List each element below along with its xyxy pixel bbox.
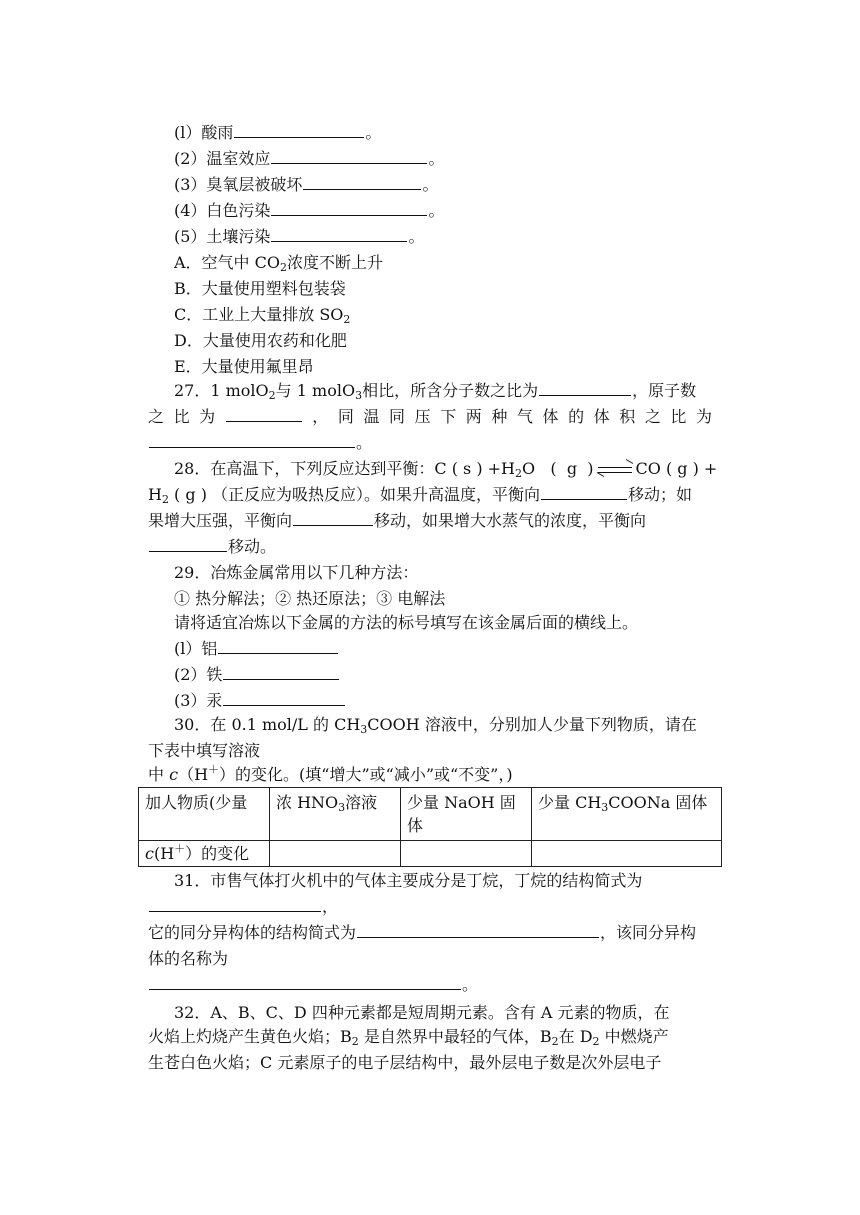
table-answer-cell[interactable] bbox=[401, 841, 532, 867]
q29-item-1: (l）铝 bbox=[174, 639, 339, 659]
answer-blank[interactable] bbox=[218, 639, 338, 654]
answer-blank[interactable] bbox=[149, 975, 461, 990]
equilibrium-arrow-icon bbox=[598, 463, 632, 477]
answer-blank[interactable] bbox=[223, 691, 345, 706]
q32-line-2: 火焰上灼烧产生黄色火焰；$B_2$ 是自然界中最轻的气体，$B_2$在 $D_2$ 中燃烧产 bbox=[148, 1027, 669, 1048]
answer-blank[interactable] bbox=[539, 381, 631, 396]
answer-blank[interactable] bbox=[149, 897, 321, 912]
answer-blank[interactable] bbox=[226, 407, 302, 422]
q31-line-5: 。 bbox=[148, 975, 478, 995]
q28-line-4: 移动。 bbox=[148, 537, 276, 557]
table-row bbox=[139, 841, 722, 867]
q32-line-3: 生苍白色火焰；C 元素原子的电子层结构中，最外层电子数是次外层电子 bbox=[148, 1053, 662, 1072]
q28-line-3: 果增大压强，平衡向 移动，如果增大水蒸气的浓度，平衡向 bbox=[148, 511, 647, 530]
answer-blank[interactable] bbox=[357, 923, 599, 938]
q32-line-1: 32．A、B、C、D 四种元素都是短周期元素。含有 A 元素的物质，在 bbox=[174, 1003, 670, 1022]
q28-line-2: $H_2$ ( g ) （正反应为吸热反应）。如果升高温度，平衡向 移动；如 bbox=[148, 485, 693, 506]
table-answer-cell[interactable] bbox=[270, 841, 401, 867]
answer-blank[interactable] bbox=[149, 537, 227, 552]
q26-option-c: C．工业上大量排放 $SO_2$ bbox=[174, 305, 351, 326]
answer-blank[interactable] bbox=[271, 227, 407, 242]
q30-line-3: 中 c（H＋）的变化。(填“增大”或“减小”或“不变”，) bbox=[148, 763, 513, 784]
q30-line-2: 下表中填写溶液 bbox=[148, 741, 261, 760]
q29-methods: ① 热分解法；② 热还原法；③ 电解法 bbox=[174, 589, 446, 608]
q27-line-1: 27．1 molO$_2$与 1 molO$_3$相比，所含分子数之比为 ，原子数 bbox=[174, 381, 697, 402]
q27-line-2: 之 比 为 ， 同 温 同 压 下 两 种 气 体 的 体 积 之 比 为 bbox=[148, 407, 712, 426]
q26-item-4: (4）白色污染 。 bbox=[174, 201, 445, 220]
answer-blank[interactable] bbox=[303, 175, 421, 190]
q27-line-3: 。 bbox=[148, 433, 372, 453]
answer-blank[interactable] bbox=[541, 485, 627, 500]
q31-line-4: 体的名称为 bbox=[148, 949, 229, 968]
answer-blank[interactable] bbox=[271, 201, 427, 216]
q26-option-d: D．大量使用农药和化肥 bbox=[174, 331, 347, 350]
q29-instruction: 请将适宜冶炼以下金属的方法的标号填写在该金属后面的横线上。 bbox=[174, 613, 639, 632]
answer-blank[interactable] bbox=[223, 665, 339, 680]
q29-item-3: (3）汞 bbox=[174, 691, 346, 711]
q29-item-2: (2）铁 bbox=[174, 665, 340, 685]
table-answer-cell[interactable] bbox=[532, 841, 722, 867]
q26-item-1: (l）酸雨 。 bbox=[174, 123, 382, 142]
q26-item-3: (3）臭氧层被破坏 。 bbox=[174, 175, 439, 194]
table-header-cell: 少量 NaOH 固体 bbox=[401, 788, 532, 841]
answer-blank[interactable] bbox=[271, 149, 427, 164]
table-row-label: c(H＋）的变化 bbox=[139, 841, 270, 867]
q26-option-e: E．大量使用氟里昂 bbox=[174, 357, 314, 376]
q30-table bbox=[138, 787, 722, 867]
q26-option-b: B．大量使用塑料包装袋 bbox=[174, 279, 346, 298]
q26-option-a: A．空气中 $CO_2$浓度不断上升 bbox=[174, 253, 384, 274]
q31-line-3: 它的同分异构体的结构简式为 ，该同分异构 bbox=[148, 923, 697, 942]
table-header-cell: 浓 $HNO_3$溶液 bbox=[270, 788, 401, 841]
answer-blank[interactable] bbox=[293, 511, 373, 526]
q30-line-1: 30．在 0.1 mol/L 的 $CH_3COOH$ 溶液中，分别加人少量下列物质，请在 bbox=[174, 715, 697, 736]
answer-blank[interactable] bbox=[149, 433, 355, 448]
q28-line-1: 28．在高温下，下列反应达到平衡：C ( s ) $+H_2O$ ( g ) CO ( g ) + bbox=[174, 459, 718, 480]
q29-title: 29．冶炼金属常用以下几种方法： bbox=[174, 563, 419, 582]
table-header-cell: 加人物质(少量 bbox=[139, 788, 270, 841]
table-row bbox=[139, 788, 722, 841]
q26-item-5: (5）土壤污染 。 bbox=[174, 227, 425, 246]
q26-item-2: (2）温室效应 。 bbox=[174, 149, 445, 168]
table-header-cell: 少量 $CH_3COONa$ 固体 bbox=[532, 788, 722, 841]
q31-line-1: 31．市售气体打火机中的气体主要成分是丁烷，丁烷的结构简式为 bbox=[174, 871, 643, 890]
answer-blank[interactable] bbox=[234, 123, 364, 138]
q31-line-2: ， bbox=[148, 897, 338, 917]
